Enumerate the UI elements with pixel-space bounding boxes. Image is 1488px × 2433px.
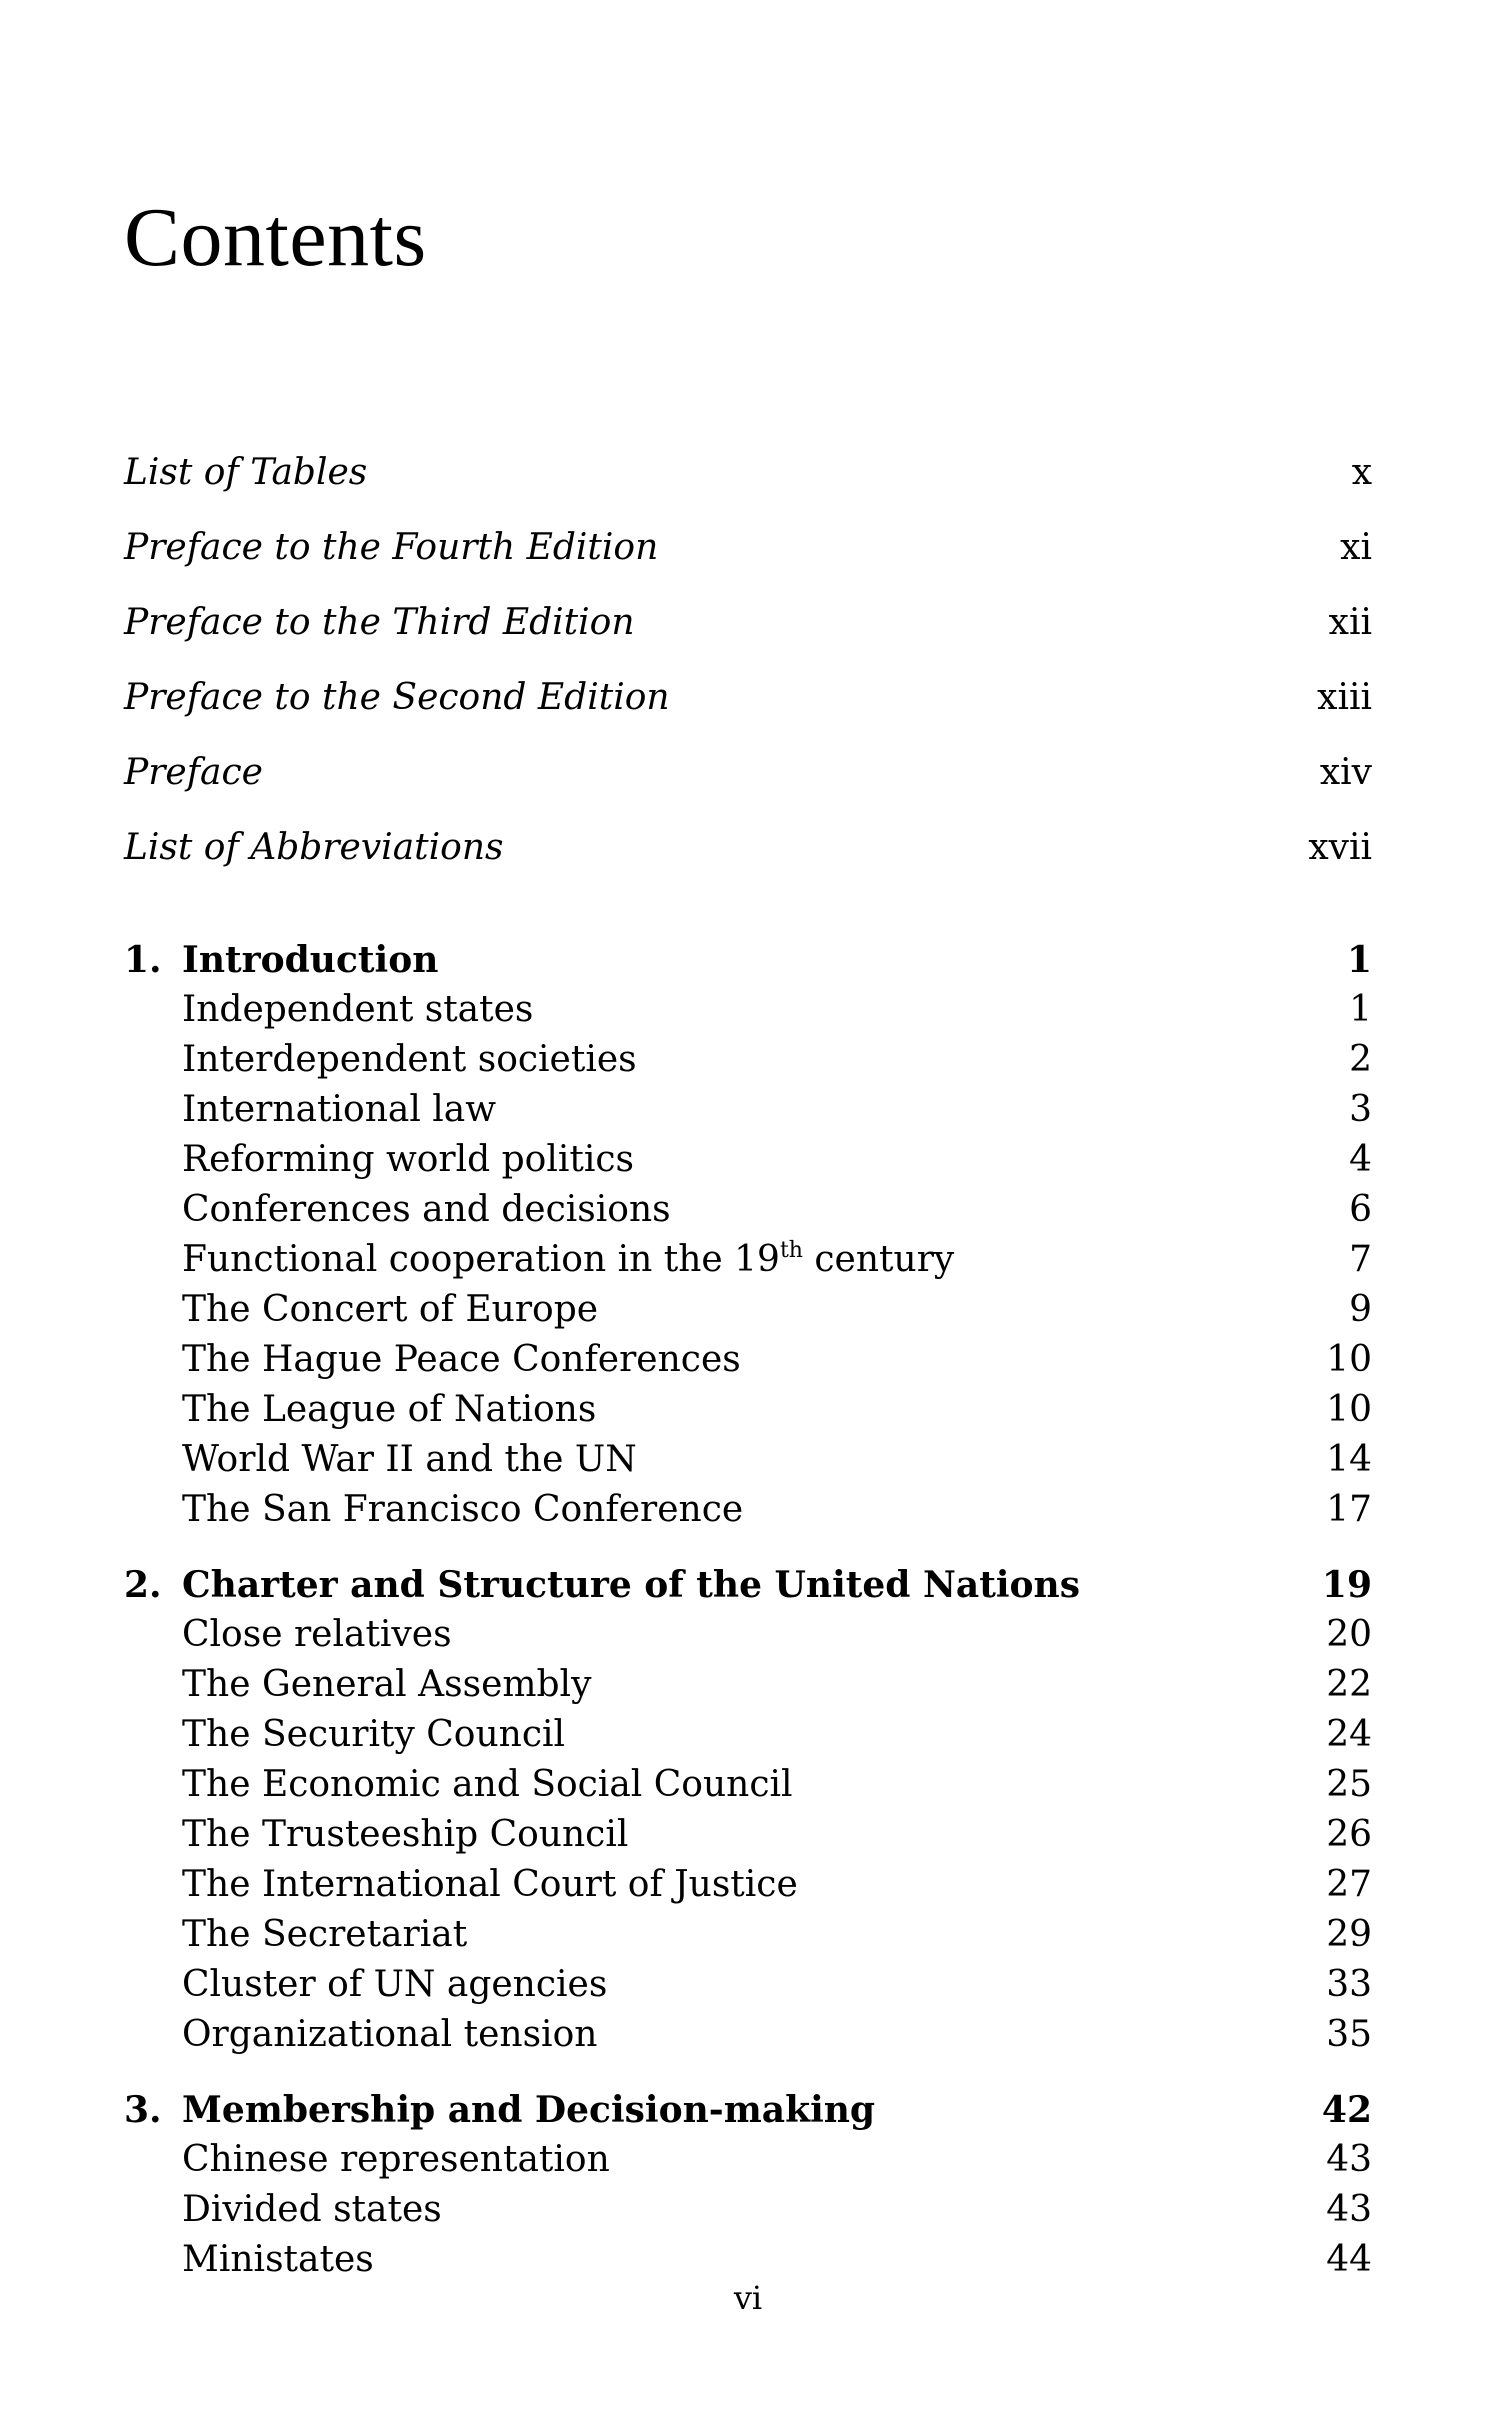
front-matter-title: List of Abbreviations [124,827,504,868]
section-entry[interactable] [124,1385,1372,1435]
front-matter-item[interactable] [124,452,1372,530]
section-entry[interactable] [124,2010,1372,2060]
section-title: World War II and the UN [182,1439,637,1480]
section-title: Ministates [182,2239,374,2280]
section-entry[interactable] [124,1035,1372,1085]
section-title: The Hague Peace Conferences [182,1339,741,1380]
section-page: 4 [1349,1139,1372,1180]
front-matter-page: xi [1340,527,1372,568]
section-entry[interactable] [124,1485,1372,1535]
chapter-heading[interactable] [124,2085,1372,2135]
front-matter-page: xiii [1317,677,1372,718]
section-page: 43 [1326,2189,1372,2230]
section-entry[interactable] [124,1760,1372,1810]
chapter-number: 2. [124,1564,162,1606]
section-title: The Secretariat [182,1914,468,1955]
chapter-number: 3. [124,2089,162,2131]
section-title: Divided states [182,2189,442,2230]
section-title-text: century [802,1239,955,1280]
section-title: The Economic and Social Council [182,1764,793,1805]
section-title: The Security Council [182,1714,566,1755]
front-matter-page: xii [1328,602,1372,643]
section-page: 10 [1326,1389,1372,1430]
section-page: 6 [1349,1189,1372,1230]
chapter-heading[interactable] [124,935,1372,985]
section-page: 1 [1349,989,1372,1030]
section-page: 24 [1326,1714,1372,1755]
section-entry[interactable] [124,1235,1372,1285]
front-matter-item[interactable] [124,677,1372,755]
front-matter-page: xiv [1319,752,1372,793]
section-entry[interactable] [124,1335,1372,1385]
section-entry[interactable] [124,1135,1372,1185]
section-page: 43 [1326,2139,1372,2180]
section-entry[interactable] [124,1860,1372,1910]
section-entry[interactable] [124,1660,1372,1710]
section-title: Organizational tension [182,2014,598,2055]
front-matter-page: x [1351,452,1372,493]
section-title: Conferences and decisions [182,1189,671,1230]
section-title: Independent states [182,989,534,1030]
chapter-1 [124,935,1372,1535]
section-title: The General Assembly [182,1664,592,1705]
section-page: 20 [1326,1614,1372,1655]
section-entry[interactable] [124,1085,1372,1135]
chapter-2 [124,1560,1372,2060]
section-page: 25 [1326,1764,1372,1805]
section-page: 27 [1326,1864,1372,1905]
section-page: 35 [1326,2014,1372,2055]
section-entry[interactable] [124,1960,1372,2010]
contents-page [124,0,1372,2433]
section-entry[interactable] [124,1435,1372,1485]
section-page: 3 [1349,1089,1372,1130]
section-page: 9 [1349,1289,1372,1330]
section-page: 7 [1349,1239,1372,1280]
section-entry[interactable] [124,1710,1372,1760]
section-entry[interactable] [124,2185,1372,2235]
section-page: 29 [1326,1914,1372,1955]
section-title: Chinese representation [182,2139,610,2180]
front-matter-title: List of Tables [124,452,368,493]
page-title: Contents [124,191,427,284]
section-title: Close relatives [182,1614,452,1655]
chapter-page: 1 [1346,939,1372,981]
front-matter-item[interactable] [124,752,1372,830]
chapter-number: 1. [124,939,162,981]
section-title: The International Court of Justice [182,1864,798,1905]
section-entry[interactable] [124,1810,1372,1860]
section-title-text: Functional cooperation in the 19 [182,1239,780,1280]
section-page: 2 [1349,1039,1372,1080]
section-entry[interactable] [124,1910,1372,1960]
section-title: Cluster of UN agencies [182,1964,608,2005]
front-matter-item[interactable] [124,527,1372,605]
section-entry[interactable] [124,2135,1372,2185]
section-entry[interactable] [124,1285,1372,1335]
section-page: 17 [1326,1489,1372,1530]
chapter-3 [124,2085,1372,2285]
chapter-title: Membership and Decision-making [182,2089,876,2131]
page-number: vi [733,2279,763,2317]
section-entry[interactable] [124,1185,1372,1235]
section-entry[interactable] [124,1610,1372,1660]
chapter-title: Introduction [182,939,439,981]
section-title: Interdependent societies [182,1039,637,1080]
section-title: International law [182,1089,497,1130]
section-page: 10 [1326,1339,1372,1380]
ordinal-superscript: th [779,1238,803,1263]
section-title: Reforming world politics [182,1139,635,1180]
chapter-heading[interactable] [124,1560,1372,1610]
chapter-page: 42 [1321,2089,1372,2131]
chapter-title: Charter and Structure of the United Nations [182,1564,1080,1606]
front-matter-title: Preface to the Fourth Edition [124,527,659,568]
front-matter-title: Preface to the Second Edition [124,677,670,718]
section-page: 44 [1326,2239,1372,2280]
chapter-page: 19 [1321,1564,1372,1606]
front-matter-title: Preface [124,752,263,793]
front-matter-list [124,452,1372,905]
front-matter-title: Preface to the Third Edition [124,602,635,643]
chapter-list [124,935,1372,2310]
section-title: The Concert of Europe [182,1289,599,1330]
section-page: 14 [1326,1439,1372,1480]
section-title: The San Francisco Conference [182,1489,744,1530]
front-matter-item[interactable] [124,602,1372,680]
front-matter-page: xvii [1308,827,1372,868]
section-page: 22 [1326,1664,1372,1705]
front-matter-item[interactable] [124,827,1372,905]
section-entry[interactable] [124,985,1372,1035]
section-title [124,1235,954,1285]
section-page: 26 [1326,1814,1372,1855]
section-page: 33 [1326,1964,1372,2005]
section-title: The Trusteeship Council [182,1814,629,1855]
section-title: The League of Nations [182,1389,597,1430]
